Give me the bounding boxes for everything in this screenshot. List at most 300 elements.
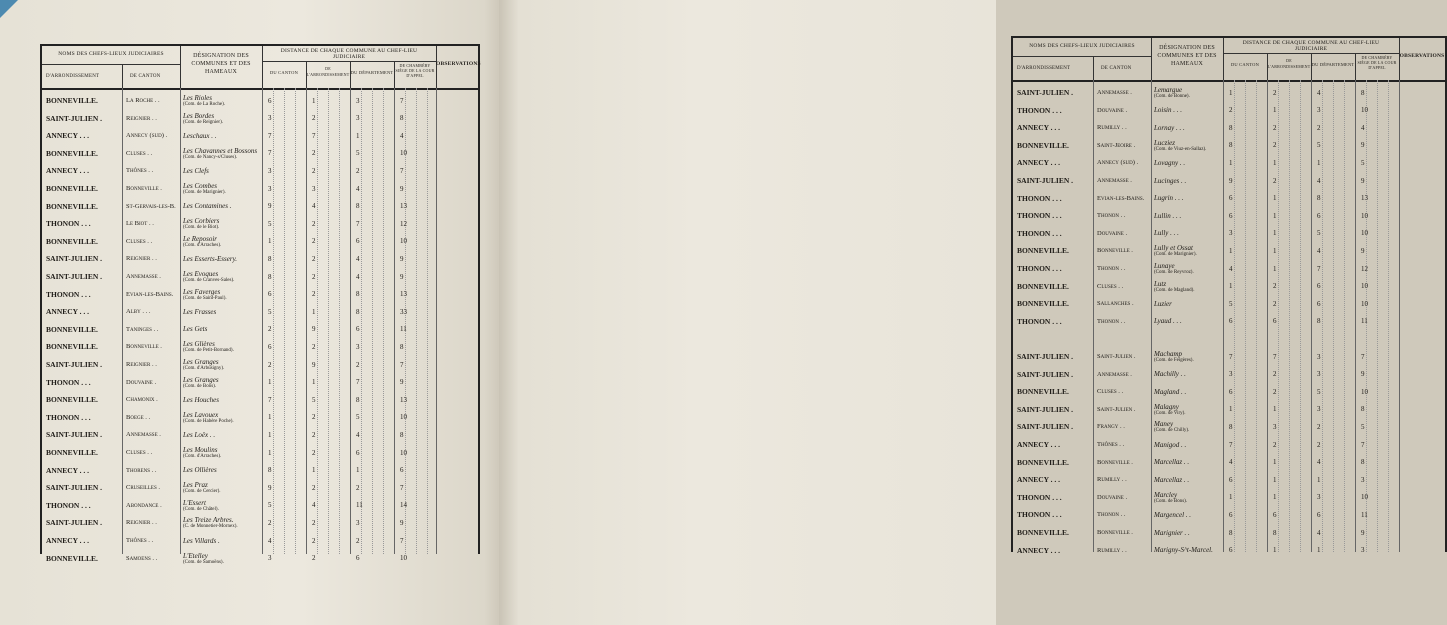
arrondissement-cell: THONON . . .: [1017, 264, 1062, 273]
canton-cell: Annemasse .: [1097, 370, 1132, 378]
commune-cell: [180, 127, 265, 144]
arrondissement-cell: SAINT-JULIEN .: [46, 254, 102, 264]
canton-cell: Sallanches .: [1097, 300, 1134, 308]
table-row: [1013, 295, 1445, 312]
table-row: [1013, 542, 1445, 559]
distance-departement: 3: [356, 342, 360, 351]
distance-arrondissement: 1: [312, 96, 316, 105]
commune-name: Marcellaz . .: [1154, 475, 1190, 484]
distance-arrondissement: 2: [312, 237, 316, 246]
distance-arrondissement: 4: [312, 501, 316, 510]
canton-cell: Annemasse .: [126, 273, 161, 280]
distance-departement: 6: [356, 237, 360, 246]
commune-note: (Com. de Magland).: [1154, 287, 1195, 293]
distance-departement: 8: [356, 307, 360, 316]
distance-chambery: 3: [1361, 475, 1365, 484]
distance-chambery: 9: [400, 184, 404, 193]
arrondissement-cell: THONON . . .: [46, 500, 91, 510]
table-row: [42, 145, 478, 162]
canton-cell: Reignier . .: [126, 114, 157, 122]
distance-canton: 1: [1229, 405, 1233, 414]
canton-cell: Bonneville .: [1097, 458, 1133, 466]
commune-note: (Com. de Marignier).: [1154, 252, 1197, 258]
commune-note: (Com. de Petit-Bornand).: [183, 348, 234, 354]
distance-arrondissement: 1: [1273, 106, 1277, 115]
table-row: [42, 338, 478, 355]
commune-name: Lugrin . . .: [1154, 194, 1184, 203]
distance-chambery: 9: [400, 254, 404, 263]
distance-chambery: 8: [400, 430, 404, 439]
distance-chambery: 9: [1361, 370, 1365, 379]
arrondissement-cell: BONNEVILLE.: [46, 184, 98, 193]
distance-arrondissement: 1: [1273, 264, 1277, 273]
table-row: [42, 127, 478, 144]
distance-chambery: 8: [1361, 458, 1365, 467]
distance-arrondissement: 4: [312, 202, 316, 211]
commune-note: (Com. de Saint-Paul).: [183, 295, 227, 301]
arrondissement-cell: BONNEVILLE.: [46, 236, 98, 246]
arrondissement-cell: ANNECY . . .: [1017, 123, 1061, 133]
distance-chambery: 13: [400, 290, 407, 299]
distance-arrondissement: 2: [312, 448, 316, 457]
distance-canton: 1: [1229, 246, 1233, 255]
commune-cell: [1151, 313, 1226, 330]
table-row: [1013, 102, 1445, 119]
arrondissement-cell: BONNEVILLE.: [46, 96, 98, 105]
table-row: [42, 92, 478, 109]
arrondissement-cell: ANNECY . . .: [1017, 158, 1061, 168]
arrondissement-cell: BONNEVILLE.: [46, 553, 98, 563]
canton-cell: Thônes . .: [126, 537, 154, 544]
distance-canton: 3: [268, 184, 272, 193]
table-row: [42, 250, 478, 267]
distance-arrondissement: 2: [312, 342, 316, 351]
distance-canton: 8: [1229, 141, 1233, 150]
distance-chambery: 10: [400, 149, 407, 158]
table-row: [1013, 190, 1445, 207]
distance-arrondissement: 2: [312, 219, 316, 228]
canton-cell: Evian-les-Bains.: [126, 290, 174, 298]
header-distance: DISTANCE DE CHAQUE COMMUNE AU CHEF-LIEU JUDICIAIRE DU CANTON DE L'ARRONDISSEMENT DU DÉPARTEMENT DE CHAMBÉRY SIÈGE DE LA COUR D'APPEL: [262, 46, 437, 88]
commune-cell: [180, 321, 265, 338]
distance-departement: 4: [1317, 176, 1321, 185]
distance-departement: 11: [356, 501, 363, 510]
canton-cell: Bonneville .: [126, 343, 162, 351]
distance-chambery: 10: [400, 448, 407, 457]
distance-departement: 7: [356, 378, 360, 387]
canton-cell: Annemasse .: [126, 431, 161, 439]
distance-arrondissement: 9: [312, 325, 316, 334]
distance-departement: 2: [356, 536, 360, 545]
distance-departement: 6: [1317, 211, 1321, 220]
table-row: [42, 391, 478, 408]
table-row: [1013, 207, 1445, 224]
table-row: [42, 321, 478, 338]
commune-name: Lunaye: [1154, 262, 1175, 270]
distance-canton: 5: [268, 307, 272, 316]
distance-canton: 5: [1229, 299, 1233, 308]
canton-cell: Bonneville .: [1097, 247, 1133, 255]
header-distance: DISTANCE DE CHAQUE COMMUNE AU CHEF-LIEU JUDICIAIRE DU CANTON DE L'ARRONDISSEMENT DU DÉPARTEMENT DE CHAMBÉRY SIÈGE DE LA COUR D'APPEL: [1223, 38, 1400, 80]
canton-cell: Thonon . .: [1097, 317, 1126, 325]
distance-canton: 9: [268, 483, 272, 492]
arrondissement-cell: BONNEVILLE.: [46, 395, 98, 405]
canton-cell: Rumilly . .: [1097, 476, 1127, 484]
distance-chambery: 13: [1361, 194, 1368, 203]
distance-chambery: 9: [400, 378, 404, 387]
distance-canton: 2: [1229, 106, 1233, 115]
canton-cell: Evian-les-Bains.: [1097, 194, 1145, 202]
table-row: [1013, 401, 1445, 418]
distance-canton: 8: [1229, 528, 1233, 537]
distance-arrondissement: 6: [1273, 317, 1277, 326]
table-row: [1013, 278, 1445, 295]
commune-cell: [1151, 242, 1226, 259]
commune-cell: [180, 338, 265, 355]
arrondissement-cell: SAINT-JULIEN .: [1017, 176, 1073, 185]
commune-name: Loisin . . .: [1154, 106, 1183, 115]
distance-arrondissement: 2: [312, 536, 316, 545]
distance-departement: 8: [1317, 194, 1321, 203]
distance-departement: 8: [356, 290, 360, 299]
distance-canton: 3: [1229, 370, 1233, 379]
canton-cell: Chamonix .: [126, 396, 158, 404]
arrondissement-cell: ANNECY . . .: [46, 307, 90, 317]
table-row: [42, 356, 478, 373]
distance-canton: 6: [268, 342, 272, 351]
table-row: [1013, 330, 1445, 347]
commune-note: (Com. de Marignier).: [183, 190, 226, 195]
header-chefs-lieux: NOMS DES CHEFS-LIEUX JUDICIAIRES D'ARRONDISSEMENT DE CANTON: [1013, 38, 1152, 80]
distance-chambery: 7: [400, 96, 404, 105]
header-chefs-lieux: NOMS DES CHEFS-LIEUX JUDICIAIRES D'ARRONDISSEMENT DE CANTON: [42, 46, 181, 88]
commune-name: Lucinges . .: [1154, 176, 1187, 185]
commune-cell: [1151, 84, 1226, 101]
distance-chambery: 10: [1361, 387, 1368, 396]
arrondissement-cell: SAINT-JULIEN .: [1017, 404, 1073, 414]
table-row: [1013, 119, 1445, 136]
right-table: [1011, 36, 1447, 555]
distance-departement: 4: [356, 272, 360, 281]
canton-cell: Douvaine .: [1097, 229, 1128, 237]
distance-departement: 3: [356, 114, 360, 123]
canton-cell: Cluses . .: [1097, 388, 1124, 396]
commune-note: (Com. de Cranves-Sales).: [183, 278, 235, 283]
commune-cell: [1151, 418, 1226, 435]
canton-cell: Cluses . .: [1097, 282, 1124, 290]
table-row: [1013, 418, 1445, 435]
distance-canton: 3: [1229, 229, 1233, 238]
arrondissement-cell: THONON . . .: [1017, 316, 1062, 326]
commune-note: (Com. de Viuz-en-Sallaz).: [1154, 146, 1207, 152]
distance-departement: 3: [1317, 370, 1321, 379]
commune-name: Lyaud . . .: [1154, 317, 1182, 326]
arrondissement-cell: THONON . . .: [46, 377, 91, 387]
canton-cell: Douvaine .: [1097, 493, 1128, 501]
commune-cell: [180, 110, 265, 127]
distance-canton: 8: [1229, 422, 1233, 431]
canton-cell: Le Biot . .: [126, 220, 154, 228]
canton-cell: Douvaine .: [1097, 106, 1128, 114]
distance-canton: 7: [268, 149, 272, 158]
arrondissement-cell: ANNECY . . .: [1017, 475, 1061, 485]
left-rows: [42, 88, 478, 565]
commune-cell: [1151, 454, 1226, 471]
table-row: [42, 162, 478, 179]
commune-note: (Com. de Reyvroz).: [1154, 270, 1194, 275]
commune-cell: [1151, 278, 1226, 295]
table-row: [42, 198, 478, 215]
commune-note: (Com. de Feigères).: [1154, 358, 1194, 363]
distance-canton: 7: [1229, 440, 1233, 449]
commune-name: Machilly . .: [1154, 370, 1186, 379]
arrondissement-cell: THONON . . .: [1017, 105, 1062, 115]
distance-departement: 8: [356, 395, 360, 404]
commune-note: (Com. de Chilly).: [1154, 428, 1190, 434]
distance-departement: 3: [1317, 106, 1321, 115]
distance-departement: 3: [1317, 352, 1321, 361]
arrondissement-cell: BONNEVILLE.: [1017, 387, 1069, 397]
commune-name: Les Rioles: [183, 94, 212, 102]
commune-cell: [180, 426, 265, 443]
commune-note: (C. de Monnetier-Mornex).: [183, 524, 238, 530]
distance-chambery: 6: [400, 466, 404, 475]
distance-arrondissement: 2: [1273, 387, 1277, 396]
distance-arrondissement: 8: [1273, 528, 1277, 537]
commune-cell: [1151, 366, 1226, 383]
commune-cell: [1151, 172, 1226, 189]
commune-name: Lovagny . .: [1154, 158, 1186, 167]
table-row: [42, 303, 478, 320]
commune-note: (Com. d'Arbusigny).: [183, 366, 225, 371]
commune-cell: [1151, 401, 1226, 418]
distance-departement: 6: [356, 325, 360, 334]
table-row: [1013, 383, 1445, 400]
commune-cell: [1151, 506, 1226, 523]
arrondissement-cell: ANNECY . . .: [46, 465, 90, 475]
commune-cell: [180, 444, 265, 461]
commune-name: Lullin . . .: [1154, 211, 1182, 220]
commune-cell: [1151, 154, 1226, 171]
distance-chambery: 8: [1361, 88, 1365, 97]
table-row: [42, 550, 478, 567]
commune-note: (Com. de Bons).: [183, 383, 217, 389]
distance-canton: 1: [268, 237, 272, 246]
distance-chambery: 9: [1361, 528, 1365, 537]
distance-departement: 8: [1317, 317, 1321, 326]
distance-canton: 1: [268, 413, 272, 422]
table-row: [42, 409, 478, 426]
distance-departement: 2: [356, 360, 360, 369]
canton-cell: La Roche . .: [126, 97, 160, 104]
arrondissement-cell: BONNEVILLE.: [1017, 281, 1069, 291]
table-row: [1013, 225, 1445, 242]
commune-note: (Com. de Châtel).: [183, 506, 219, 512]
distance-chambery: 5: [1361, 422, 1365, 431]
arrondissement-cell: ANNECY . . .: [46, 536, 90, 545]
commune-cell: [180, 462, 265, 479]
distance-chambery: 5: [1361, 158, 1365, 167]
canton-cell: Cluses . .: [126, 237, 153, 245]
commune-cell: [180, 479, 265, 496]
table-row: [42, 268, 478, 285]
table-row: [1013, 137, 1445, 154]
commune-cell: [1151, 542, 1226, 559]
arrondissement-cell: BONNEVILLE.: [46, 448, 98, 457]
distance-departement: 4: [1317, 458, 1321, 467]
commune-name: Les Lavouex: [183, 410, 219, 419]
left-page: [0, 0, 499, 625]
commune-cell: [180, 162, 265, 179]
distance-arrondissement: 2: [1273, 88, 1277, 97]
distance-arrondissement: 2: [1273, 176, 1277, 185]
distance-arrondissement: 2: [312, 483, 316, 492]
distance-chambery: 14: [400, 501, 407, 510]
commune-name: Les Evoques: [183, 270, 219, 278]
distance-departement: 3: [356, 96, 360, 105]
distance-chambery: 33: [400, 307, 407, 316]
distance-departement: 5: [356, 149, 360, 158]
arrondissement-cell: ANNECY . . .: [46, 166, 90, 176]
table-row: [1013, 366, 1445, 383]
distance-departement: 5: [356, 413, 360, 422]
distance-arrondissement: 2: [312, 518, 316, 527]
distance-chambery: 10: [400, 554, 407, 563]
distance-departement: 4: [1317, 246, 1321, 255]
distance-arrondissement: 1: [312, 378, 316, 387]
canton-cell: Annecy (sud) .: [1097, 159, 1139, 167]
distance-arrondissement: 6: [1273, 510, 1277, 519]
commune-cell: [180, 303, 265, 320]
table-header: [1013, 36, 1445, 82]
commune-name: Les Houches: [183, 395, 219, 404]
arrondissement-cell: BONNEVILLE.: [1017, 299, 1069, 309]
distance-canton: 2: [268, 325, 272, 334]
commune-name: Les Chavannes et Bossons: [183, 146, 258, 155]
distance-departement: 1: [1317, 158, 1321, 167]
canton-cell: Cruseilles .: [126, 484, 160, 492]
distance-chambery: 7: [1361, 352, 1365, 361]
table-row: [1013, 172, 1445, 189]
table-row: [1013, 506, 1445, 523]
table-row: [42, 514, 478, 531]
canton-cell: Thonon . .: [1097, 511, 1126, 519]
commune-cell: [180, 356, 265, 373]
arrondissement-cell: SAINT-JULIEN .: [1017, 352, 1073, 361]
distance-arrondissement: 2: [312, 272, 316, 281]
distance-arrondissement: 9: [312, 360, 316, 369]
commune-cell: [1151, 102, 1226, 119]
distance-canton: 8: [268, 466, 272, 475]
canton-cell: Cluses . .: [126, 449, 153, 456]
commune-name: Malagny: [1154, 402, 1179, 411]
commune-name: Lutz: [1154, 279, 1167, 288]
distance-departement: 3: [1317, 493, 1321, 502]
commune-cell: [1151, 436, 1226, 453]
header-designation: DÉSIGNATION DES COMMUNES ET DES HAMEAUX: [180, 46, 263, 88]
right-rows: [1013, 80, 1445, 555]
distance-departement: 3: [1317, 405, 1321, 414]
distance-arrondissement: 1: [1273, 405, 1277, 414]
distance-arrondissement: 1: [312, 466, 316, 475]
distance-departement: 2: [356, 483, 360, 492]
canton-cell: Annemasse .: [1097, 177, 1132, 184]
header-observations: OBSERVATIONS: [436, 61, 481, 67]
commune-name: Marcley: [1154, 490, 1178, 499]
commune-name: Marignier . .: [1154, 528, 1190, 537]
distance-arrondissement: 2: [1273, 370, 1277, 379]
distance-departement: 1: [1317, 475, 1321, 484]
arrondissement-cell: SAINT-JULIEN .: [46, 360, 102, 369]
distance-canton: 6: [1229, 317, 1233, 326]
distance-departement: 6: [1317, 282, 1321, 291]
commune-name: Lully . . .: [1154, 229, 1179, 238]
commune-cell: [180, 180, 265, 197]
distance-arrondissement: 1: [1273, 194, 1277, 203]
distance-arrondissement: 1: [1273, 158, 1277, 167]
distance-departement: 6: [1317, 510, 1321, 519]
distance-departement: 4: [1317, 528, 1321, 537]
distance-arrondissement: 5: [312, 395, 316, 404]
canton-cell: Reignier . .: [126, 361, 157, 368]
distance-canton: 9: [268, 202, 272, 211]
distance-arrondissement: 2: [1273, 440, 1277, 449]
distance-departement: 4: [1317, 88, 1321, 97]
commune-cell: [1151, 225, 1226, 242]
distance-canton: 3: [268, 114, 272, 123]
distance-canton: 1: [1229, 158, 1233, 167]
commune-name: Maney: [1154, 420, 1174, 429]
commune-name: Les Combes: [183, 182, 218, 190]
commune-cell: [1151, 489, 1226, 506]
distance-departement: 5: [1317, 141, 1321, 150]
distance-chambery: 10: [400, 237, 407, 246]
canton-cell: St-Gervais-les-B.: [126, 202, 176, 210]
commune-name: Les Granges: [183, 358, 219, 366]
arrondissement-cell: THONON . . .: [1017, 228, 1062, 238]
distance-departement: 4: [356, 254, 360, 263]
commune-cell: [1151, 119, 1226, 136]
left-table: [40, 44, 481, 565]
commune-cell: [180, 233, 265, 250]
distance-chambery: 11: [1361, 317, 1368, 326]
commune-name: Les Praz: [183, 481, 208, 490]
commune-name: Les Treize Arbres.: [183, 516, 234, 525]
commune-name: Luzier: [1154, 299, 1172, 308]
canton-cell: Thonon . .: [1097, 212, 1126, 220]
distance-arrondissement: 2: [312, 254, 316, 263]
commune-cell: [180, 409, 265, 426]
arrondissement-cell: THONON . . .: [46, 289, 91, 299]
distance-canton: 7: [1229, 352, 1233, 361]
arrondissement-cell: BONNEVILLE.: [46, 324, 98, 334]
arrondissement-cell: BONNEVILLE.: [1017, 528, 1069, 537]
distance-canton: 4: [1229, 264, 1233, 273]
distance-departement: 6: [356, 554, 360, 563]
distance-chambery: 9: [1361, 176, 1365, 185]
commune-note: (Com. de Nancy-s/Cluses).: [183, 154, 238, 160]
distance-arrondissement: 2: [1273, 299, 1277, 308]
distance-departement: 1: [356, 466, 360, 475]
commune-name: Marigny-S^t-Marcel.: [1154, 546, 1213, 555]
table-row: [42, 426, 478, 443]
distance-arrondissement: 1: [1273, 229, 1277, 238]
commune-note: (Com. de Bonne).: [1154, 94, 1190, 99]
distance-canton: 5: [268, 501, 272, 510]
distance-arrondissement: 1: [1273, 458, 1277, 467]
distance-departement: 2: [1317, 422, 1321, 431]
distance-arrondissement: 2: [312, 430, 316, 439]
